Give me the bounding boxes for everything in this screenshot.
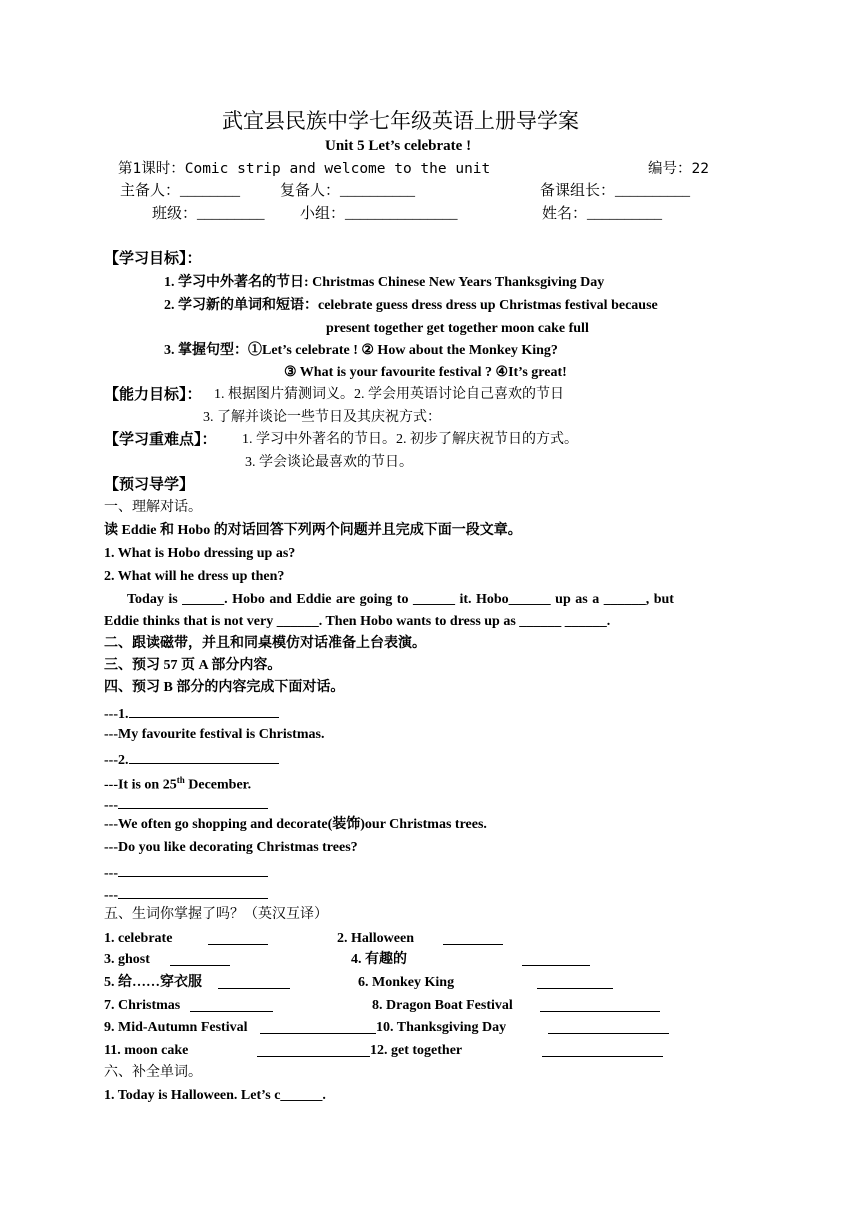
goal-2: 2. 学习新的单词和短语：celebrate guess dress dress up Christmas festival because	[164, 298, 658, 313]
vocab-item: 10. Thanksgiving Day	[376, 1020, 507, 1035]
goal-3: 3. 掌握句型：①Let’s celebrate ! ② How about the Monkey King?	[164, 343, 558, 358]
review-field: 复备人：__________	[280, 183, 416, 199]
dialogue-line-9: ---	[104, 884, 268, 905]
key-2: 3. 学会谈论最喜欢的节日。	[245, 455, 413, 470]
section-4-heading: 四、预习 B 部分的内容完成下面对话。	[104, 680, 345, 695]
ability-heading: 【能力目标】：	[104, 387, 202, 403]
answer-blank[interactable]	[129, 749, 279, 764]
goals-heading: 【学习目标】：	[104, 251, 202, 267]
vocab-blank[interactable]	[208, 930, 268, 945]
vocab-item: 12. get together	[370, 1043, 463, 1058]
dialogue-line-5: ---	[104, 794, 268, 815]
dialogue-line-3: ---2.	[104, 749, 279, 770]
vocab-blank[interactable]	[537, 974, 613, 989]
dialogue-line-8: ---	[104, 862, 268, 883]
section-3-heading: 三、预习 57 页 A 部分内容。	[104, 658, 282, 673]
dialogue-line-1: ---1.	[104, 703, 279, 724]
fill-item-1: 1. Today is Halloween. Let’s c______.	[104, 1088, 326, 1103]
section-2-heading: 二、跟读磁带，并且和同桌模仿对话准备上台表演。	[104, 636, 426, 651]
question-1: 1. What is Hobo dressing up as?	[104, 546, 296, 561]
section-6-heading: 六、补全单词。	[104, 1065, 202, 1080]
vocab-blank[interactable]	[190, 997, 273, 1012]
preview-heading: 【预习导学】	[104, 477, 195, 493]
dialogue-line-7: ---Do you like decorating Christmas trees?	[104, 840, 358, 855]
section-1-heading: 一、理解对话。	[104, 500, 202, 515]
class-field: 班级：_________	[152, 206, 265, 222]
prep-field: 主备人：________	[120, 183, 241, 199]
vocab-blank[interactable]	[542, 1042, 663, 1057]
cloze-line-2: Eddie thinks that is not very ______. Then Hobo wants to dress up as ______ ______.	[104, 614, 611, 629]
dialogue-line-6: ---We often go shopping and decorate(装饰)our Christmas trees.	[104, 817, 487, 832]
key-heading: 【学习重难点】：	[104, 432, 217, 448]
vocab-blank[interactable]	[170, 951, 230, 966]
vocab-item: 7. Christmas	[104, 998, 181, 1013]
page-title: 武宜县民族中学七年级英语上册导学案	[222, 109, 579, 133]
question-2: 2. What will he dress up then?	[104, 569, 285, 584]
vocab-item: 1. celebrate	[104, 931, 173, 946]
vocab-blank[interactable]	[443, 930, 503, 945]
answer-blank[interactable]	[118, 884, 268, 899]
vocab-item: 8. Dragon Boat Festival	[372, 998, 513, 1013]
doc-number: 编号：22	[648, 161, 709, 177]
vocab-blank[interactable]	[522, 951, 590, 966]
dialogue-line-4: ---It is on 25th December.	[104, 775, 252, 793]
vocab-item: 11. moon cake	[104, 1043, 189, 1058]
leader-field: 备课组长：__________	[540, 183, 691, 199]
vocab-item: 5. 给……穿衣服	[104, 975, 202, 990]
vocab-item: 3. ghost	[104, 952, 150, 967]
dialogue-line-2: ---My favourite festival is Christmas.	[104, 727, 325, 742]
unit-title: Unit 5 Let’s celebrate !	[325, 138, 472, 154]
ability-2: 3. 了解并谈论一些节日及其庆祝方式：	[203, 410, 441, 425]
group-field: 小组：_______________	[300, 206, 458, 222]
section-5-heading: 五、生词你掌握了吗？（英汉互译）	[104, 907, 328, 922]
vocab-blank[interactable]	[257, 1042, 370, 1057]
ability-1: 1. 根据图片猜测词义。2. 学会用英语讨论自己喜欢的节日	[214, 387, 564, 402]
answer-blank[interactable]	[118, 862, 268, 877]
goal-3-cont: ③ What is your favourite festival ? ④It’s great!	[284, 365, 567, 380]
vocab-item: 6. Monkey King	[358, 975, 455, 990]
vocab-blank[interactable]	[540, 997, 660, 1012]
key-1: 1. 学习中外著名的节日。2. 初步了解庆祝节日的方式。	[242, 432, 578, 447]
vocab-blank[interactable]	[260, 1019, 376, 1034]
answer-blank[interactable]	[118, 794, 268, 809]
lesson-line: 第1课时：Comic strip and welcome to the unit	[118, 161, 491, 177]
cloze-line-1: Today is ______. Hobo and Eddie are going to ______ it. Hobo______ up as a ______, but	[127, 592, 674, 607]
vocab-blank[interactable]	[218, 974, 290, 989]
section-1-instruction: 读 Eddie 和 Hobo 的对话回答下列两个问题并且完成下面一段文章。	[104, 523, 522, 538]
vocab-item: 2. Halloween	[337, 931, 414, 946]
goal-1: 1. 学习中外著名的节日: Christmas Chinese New Years Thanksgiving Day	[164, 275, 605, 290]
name-field: 姓名：__________	[542, 206, 663, 222]
answer-blank[interactable]	[129, 703, 279, 718]
vocab-item: 9. Mid-Autumn Festival	[104, 1020, 248, 1035]
goal-2-cont: present together get together moon cake full	[326, 321, 589, 336]
vocab-item: 4. 有趣的	[351, 952, 407, 967]
vocab-blank[interactable]	[548, 1019, 669, 1034]
